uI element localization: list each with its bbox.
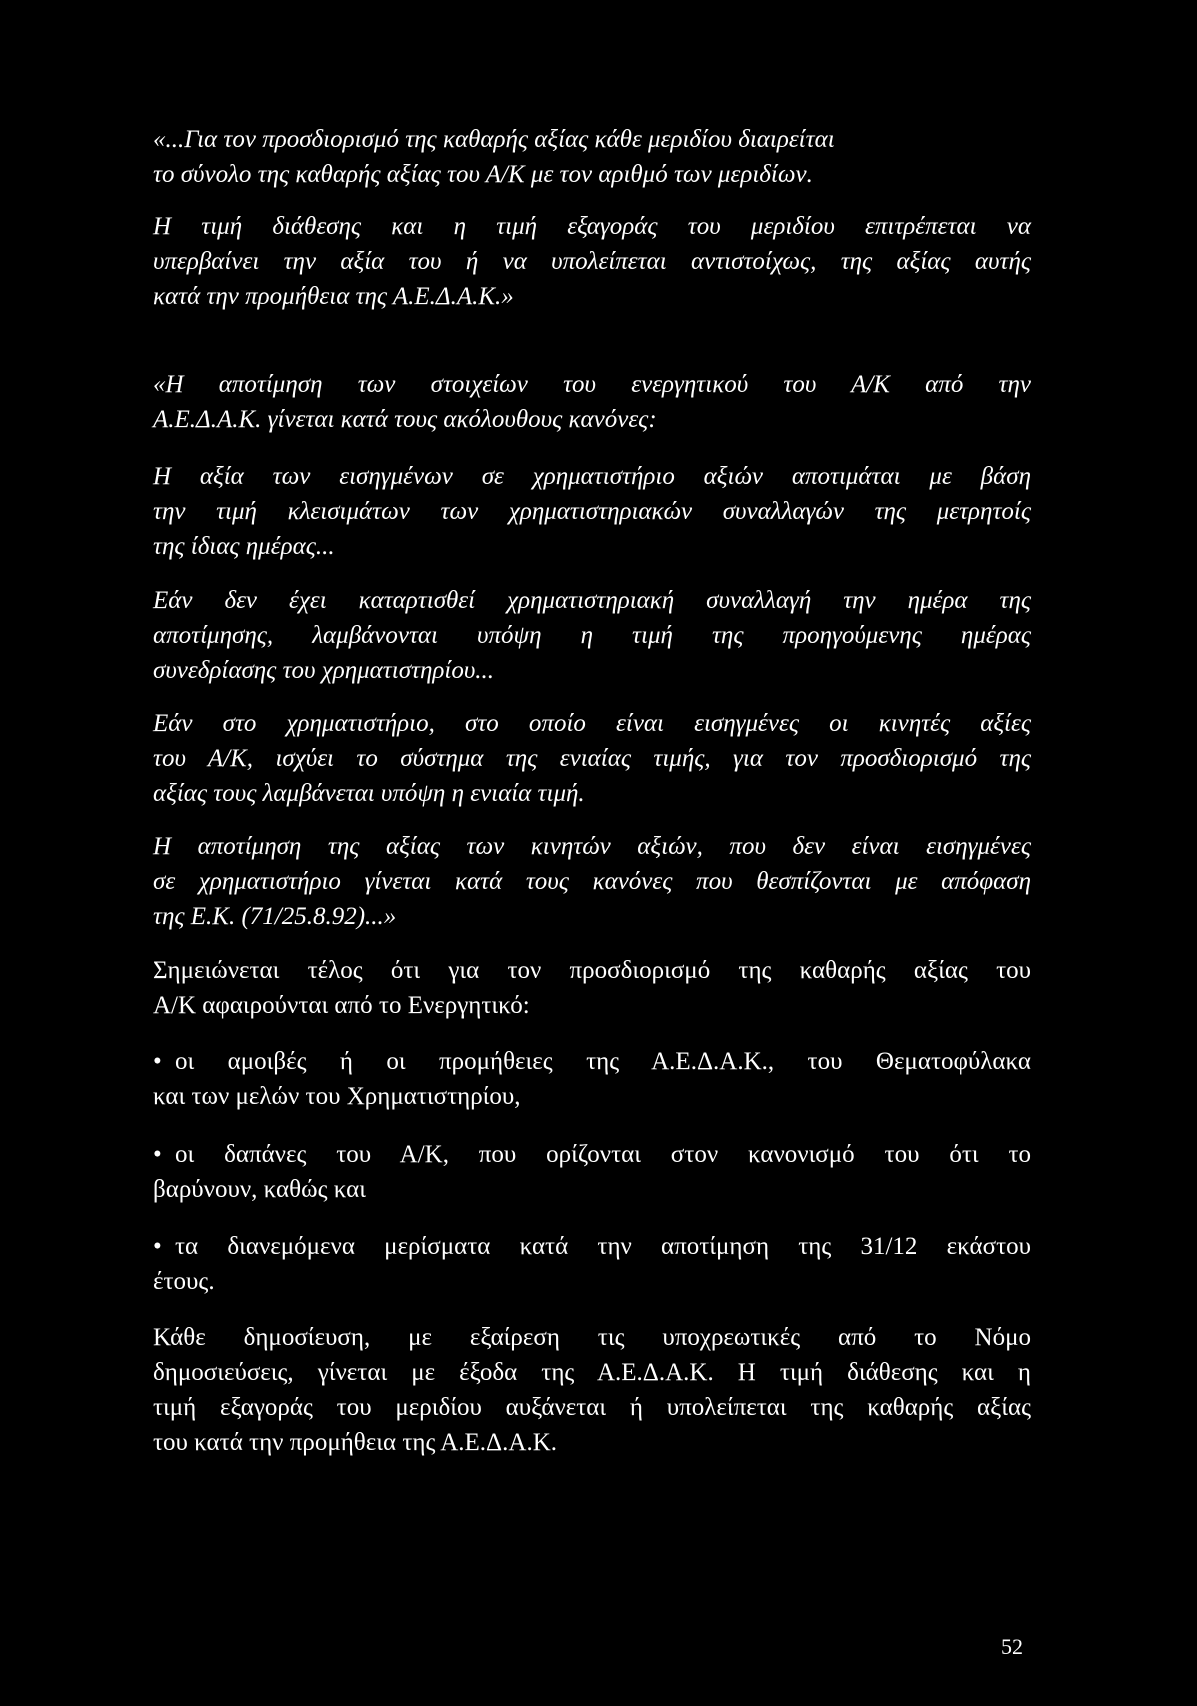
text-line: κατά την προμήθεια της Α.Ε.Δ.Α.Κ.» bbox=[153, 283, 514, 310]
text-line: της ίδιας ημέρας... bbox=[153, 533, 335, 560]
text-line: «Η αποτίμηση των στοιχείων του ενεργητικού του Α/Κ από την bbox=[153, 371, 1031, 398]
text-line: τιμή εξαγοράς του μεριδίου αυξάνεται ή υπολείπεται της καθαρής αξίας bbox=[153, 1394, 1031, 1421]
quote-paragraph-net-value bbox=[153, 122, 1031, 192]
text-line: Α.Ε.Δ.Α.Κ. γίνεται κατά τους ακόλουθους κανόνες: bbox=[153, 406, 657, 433]
quote-paragraph-single-price-system bbox=[153, 706, 1031, 811]
quote-paragraph-offer-redemption-price bbox=[153, 209, 1031, 314]
text-line: Σημειώνεται τέλος ότι για τον προσδιορισμό της καθαρής αξίας του bbox=[153, 957, 1031, 984]
bullet-text: τα διανεμόμενα μερίσματα κατά την αποτίμηση της 31/12 εκάστου bbox=[175, 1233, 1031, 1260]
text-line: σε χρηματιστήριο γίνεται κατά τους κανόνες που θεσπίζονται με απόφαση bbox=[153, 868, 1031, 895]
text-line: την τιμή κλεισιμάτων των χρηματιστηριακών συναλλαγών της μετρητοίς bbox=[153, 498, 1031, 525]
text-line: Εάν δεν έχει καταρτισθεί χρηματιστηριακή συναλλαγή την ημέρα της bbox=[153, 587, 1031, 614]
bullet-item-expenses bbox=[153, 1137, 1031, 1207]
text-line: και των μελών του Χρηματιστηρίου, bbox=[153, 1083, 521, 1110]
quote-paragraph-valuation-rules bbox=[153, 367, 1031, 437]
paragraph-publications bbox=[153, 1320, 1031, 1460]
bullet-marker: • bbox=[153, 1048, 162, 1075]
text-line: βαρύνουν, καθώς και bbox=[153, 1176, 366, 1203]
text-line: υπερβαίνει την αξία του ή να υπολείπεται αντιστοίχως, της αξίας αυτής bbox=[153, 248, 1031, 275]
text-line: Η αποτίμηση της αξίας των κινητών αξιών, που δεν είναι εισηγμένες bbox=[153, 833, 1031, 860]
bullet-item-dividends bbox=[153, 1229, 1031, 1299]
bullet-text: οι δαπάνες του Α/Κ, που ορίζονται στον κανονισμό του ότι το bbox=[175, 1141, 1031, 1168]
text-line bbox=[153, 1137, 1031, 1172]
bullet-text: οι αμοιβές ή οι προμήθειες της Α.Ε.Δ.Α.Κ., του Θεματοφύλακα bbox=[175, 1048, 1031, 1075]
text-line: έτους. bbox=[153, 1268, 215, 1295]
text-line: αποτίμησης, λαμβάνονται υπόψη η τιμή της προηγούμενης ημέρας bbox=[153, 622, 1031, 649]
quote-paragraph-listed-securities bbox=[153, 459, 1031, 564]
paragraph-deductions-intro bbox=[153, 953, 1031, 1023]
text-line: Η τιμή διάθεσης και η τιμή εξαγοράς του μεριδίου επιτρέπεται να bbox=[153, 213, 1031, 240]
text-line: το σύνολο της καθαρής αξίας του Α/Κ με τον αριθμό των μεριδίων. bbox=[153, 161, 813, 188]
text-line bbox=[153, 1229, 1031, 1264]
text-line: της Ε.Κ. (71/25.8.92)...» bbox=[153, 903, 397, 930]
bullet-marker: • bbox=[153, 1233, 162, 1260]
text-line: Η αξία των εισηγμένων σε χρηματιστήριο αξιών αποτιμάται με βάση bbox=[153, 463, 1031, 490]
text-line: αξίας τους λαμβάνεται υπόψη η ενιαία τιμή. bbox=[153, 780, 585, 807]
quote-paragraph-no-transaction bbox=[153, 583, 1031, 688]
text-line: δημοσιεύσεις, γίνεται με έξοδα της Α.Ε.Δ.Α.Κ. Η τιμή διάθεσης και η bbox=[153, 1359, 1031, 1386]
quote-paragraph-unlisted-securities bbox=[153, 829, 1031, 934]
text-line: Α/Κ αφαιρούνται από το Ενεργητικό: bbox=[153, 992, 530, 1019]
bullet-item-fees bbox=[153, 1044, 1031, 1114]
text-line: του κατά την προμήθεια της Α.Ε.Δ.Α.Κ. bbox=[153, 1429, 557, 1456]
text-line: του Α/Κ, ισχύει το σύστημα της ενιαίας τιμής, για τον προσδιορισμό της bbox=[153, 745, 1031, 772]
text-line: «...Για τον προσδιορισμό της καθαρής αξίας κάθε μεριδίου διαιρείται bbox=[153, 126, 835, 153]
text-line bbox=[153, 1044, 1031, 1079]
bullet-marker: • bbox=[153, 1141, 162, 1168]
page-number: 52 bbox=[1001, 1634, 1023, 1659]
text-line: συνεδρίασης του χρηματιστηρίου... bbox=[153, 657, 495, 684]
text-line: Εάν στο χρηματιστήριο, στο οποίο είναι εισηγμένες οι κινητές αξίες bbox=[153, 710, 1031, 737]
text-line: Κάθε δημοσίευση, με εξαίρεση τις υποχρεωτικές από το Νόμο bbox=[153, 1324, 1031, 1351]
